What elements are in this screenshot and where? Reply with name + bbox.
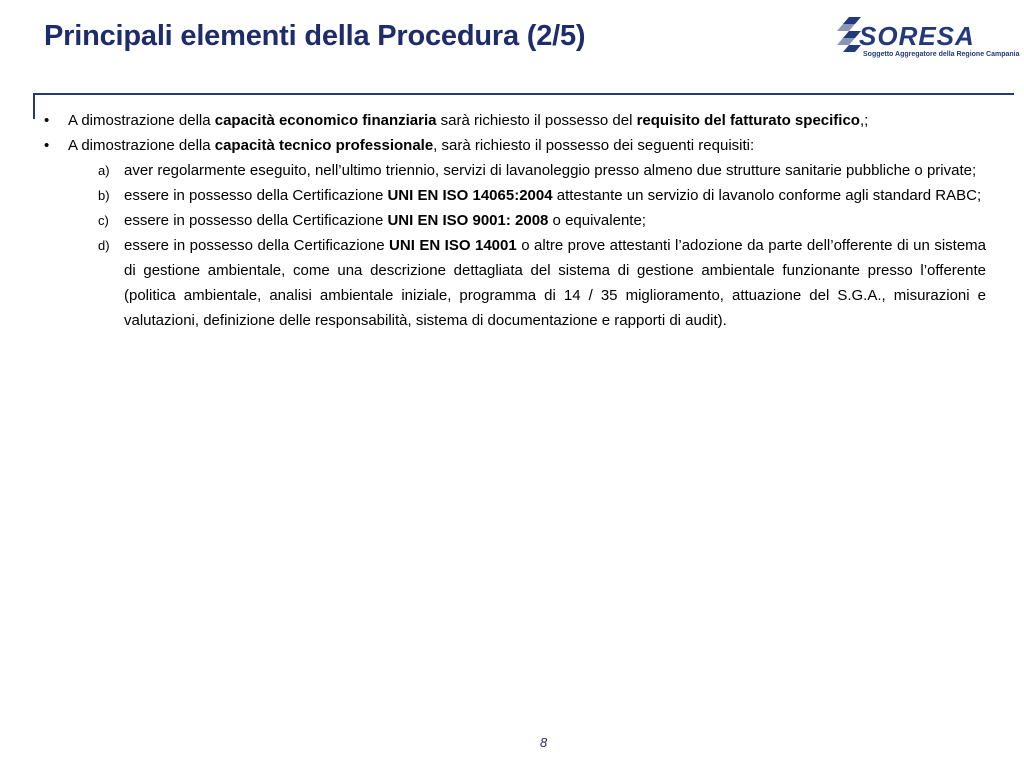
text-run: A dimostrazione della xyxy=(68,112,215,129)
bold-run: requisito del fatturato specifico xyxy=(636,112,860,129)
bold-run: UNI EN ISO 14001 xyxy=(389,237,517,254)
text-run: , sarà richiesto il possesso dei seguenti requisiti: xyxy=(433,137,755,154)
text-run: o altre prove attestanti l’adozione da parte dell’offerente di un sistema di gestione ambientale, come una descrizione dettagliata del sistema di gestione ambientale funzionante presso l’offerente (politica ambientale, analisi ambientale iniziale, programma di 14 / 35 miglioramento, attuazione del S.G.A., misurazioni e valutazioni, definizione delle responsabilità, sistema di documentazione e rapporti di audit). xyxy=(124,237,987,329)
requirement-item-c xyxy=(98,208,986,233)
logo-subtitle: Soggetto Aggregatore della Regione Campania xyxy=(863,51,1020,58)
text-run: attestante un servizio di lavanolo conforme agli standard RABC; xyxy=(552,187,982,204)
requirement-text xyxy=(124,208,986,233)
soresa-logo xyxy=(835,15,1020,60)
text-run: A dimostrazione della xyxy=(68,137,215,154)
text-run: essere in possesso della Certificazione xyxy=(124,237,390,254)
requirement-text xyxy=(124,233,986,333)
slide-body xyxy=(44,108,986,333)
text-run: o equivalente; xyxy=(548,212,646,229)
bullet-text xyxy=(68,133,754,158)
text-run: ,; xyxy=(859,112,869,129)
requirement-item-a xyxy=(98,158,986,183)
bullet-text xyxy=(68,108,868,133)
bold-run: UNI EN ISO 14065:2004 xyxy=(387,187,553,204)
header-divider xyxy=(33,93,1014,95)
header-divider-vertical xyxy=(33,93,35,119)
requirement-letter: c) xyxy=(98,213,109,228)
requirement-letter: a) xyxy=(98,163,110,178)
requirement-item-b xyxy=(98,183,986,208)
requirement-text: aver regolarmente eseguito, nell’ultimo triennio, servizi di lavanoleggio presso almeno due strutture sanitarie pubbliche o private; xyxy=(124,162,977,179)
bold-run: capacità tecnico professionale xyxy=(214,137,434,154)
requirement-item-d xyxy=(98,233,986,333)
page-number: 8 xyxy=(540,735,548,750)
bullet-mark: • xyxy=(44,112,50,129)
text-run: essere in possesso della Certificazione xyxy=(124,212,388,229)
bullet-mark: • xyxy=(44,137,50,154)
text-run: essere in possesso della Certificazione xyxy=(124,187,388,204)
bold-run: capacità economico finanziaria xyxy=(214,112,437,129)
slide-title: Principali elementi della Procedura (2/5) xyxy=(44,20,586,52)
bullet-technical-capacity xyxy=(44,133,986,158)
bullet-economic-capacity xyxy=(44,108,986,133)
requirement-letter: b) xyxy=(98,188,110,203)
logo-wordmark: SORESA xyxy=(859,21,975,51)
requirement-text xyxy=(124,183,986,208)
requirement-letter: d) xyxy=(98,238,110,253)
bold-run: UNI EN ISO 9001: 2008 xyxy=(387,212,549,229)
text-run: sarà richiesto il possesso del xyxy=(436,112,637,129)
